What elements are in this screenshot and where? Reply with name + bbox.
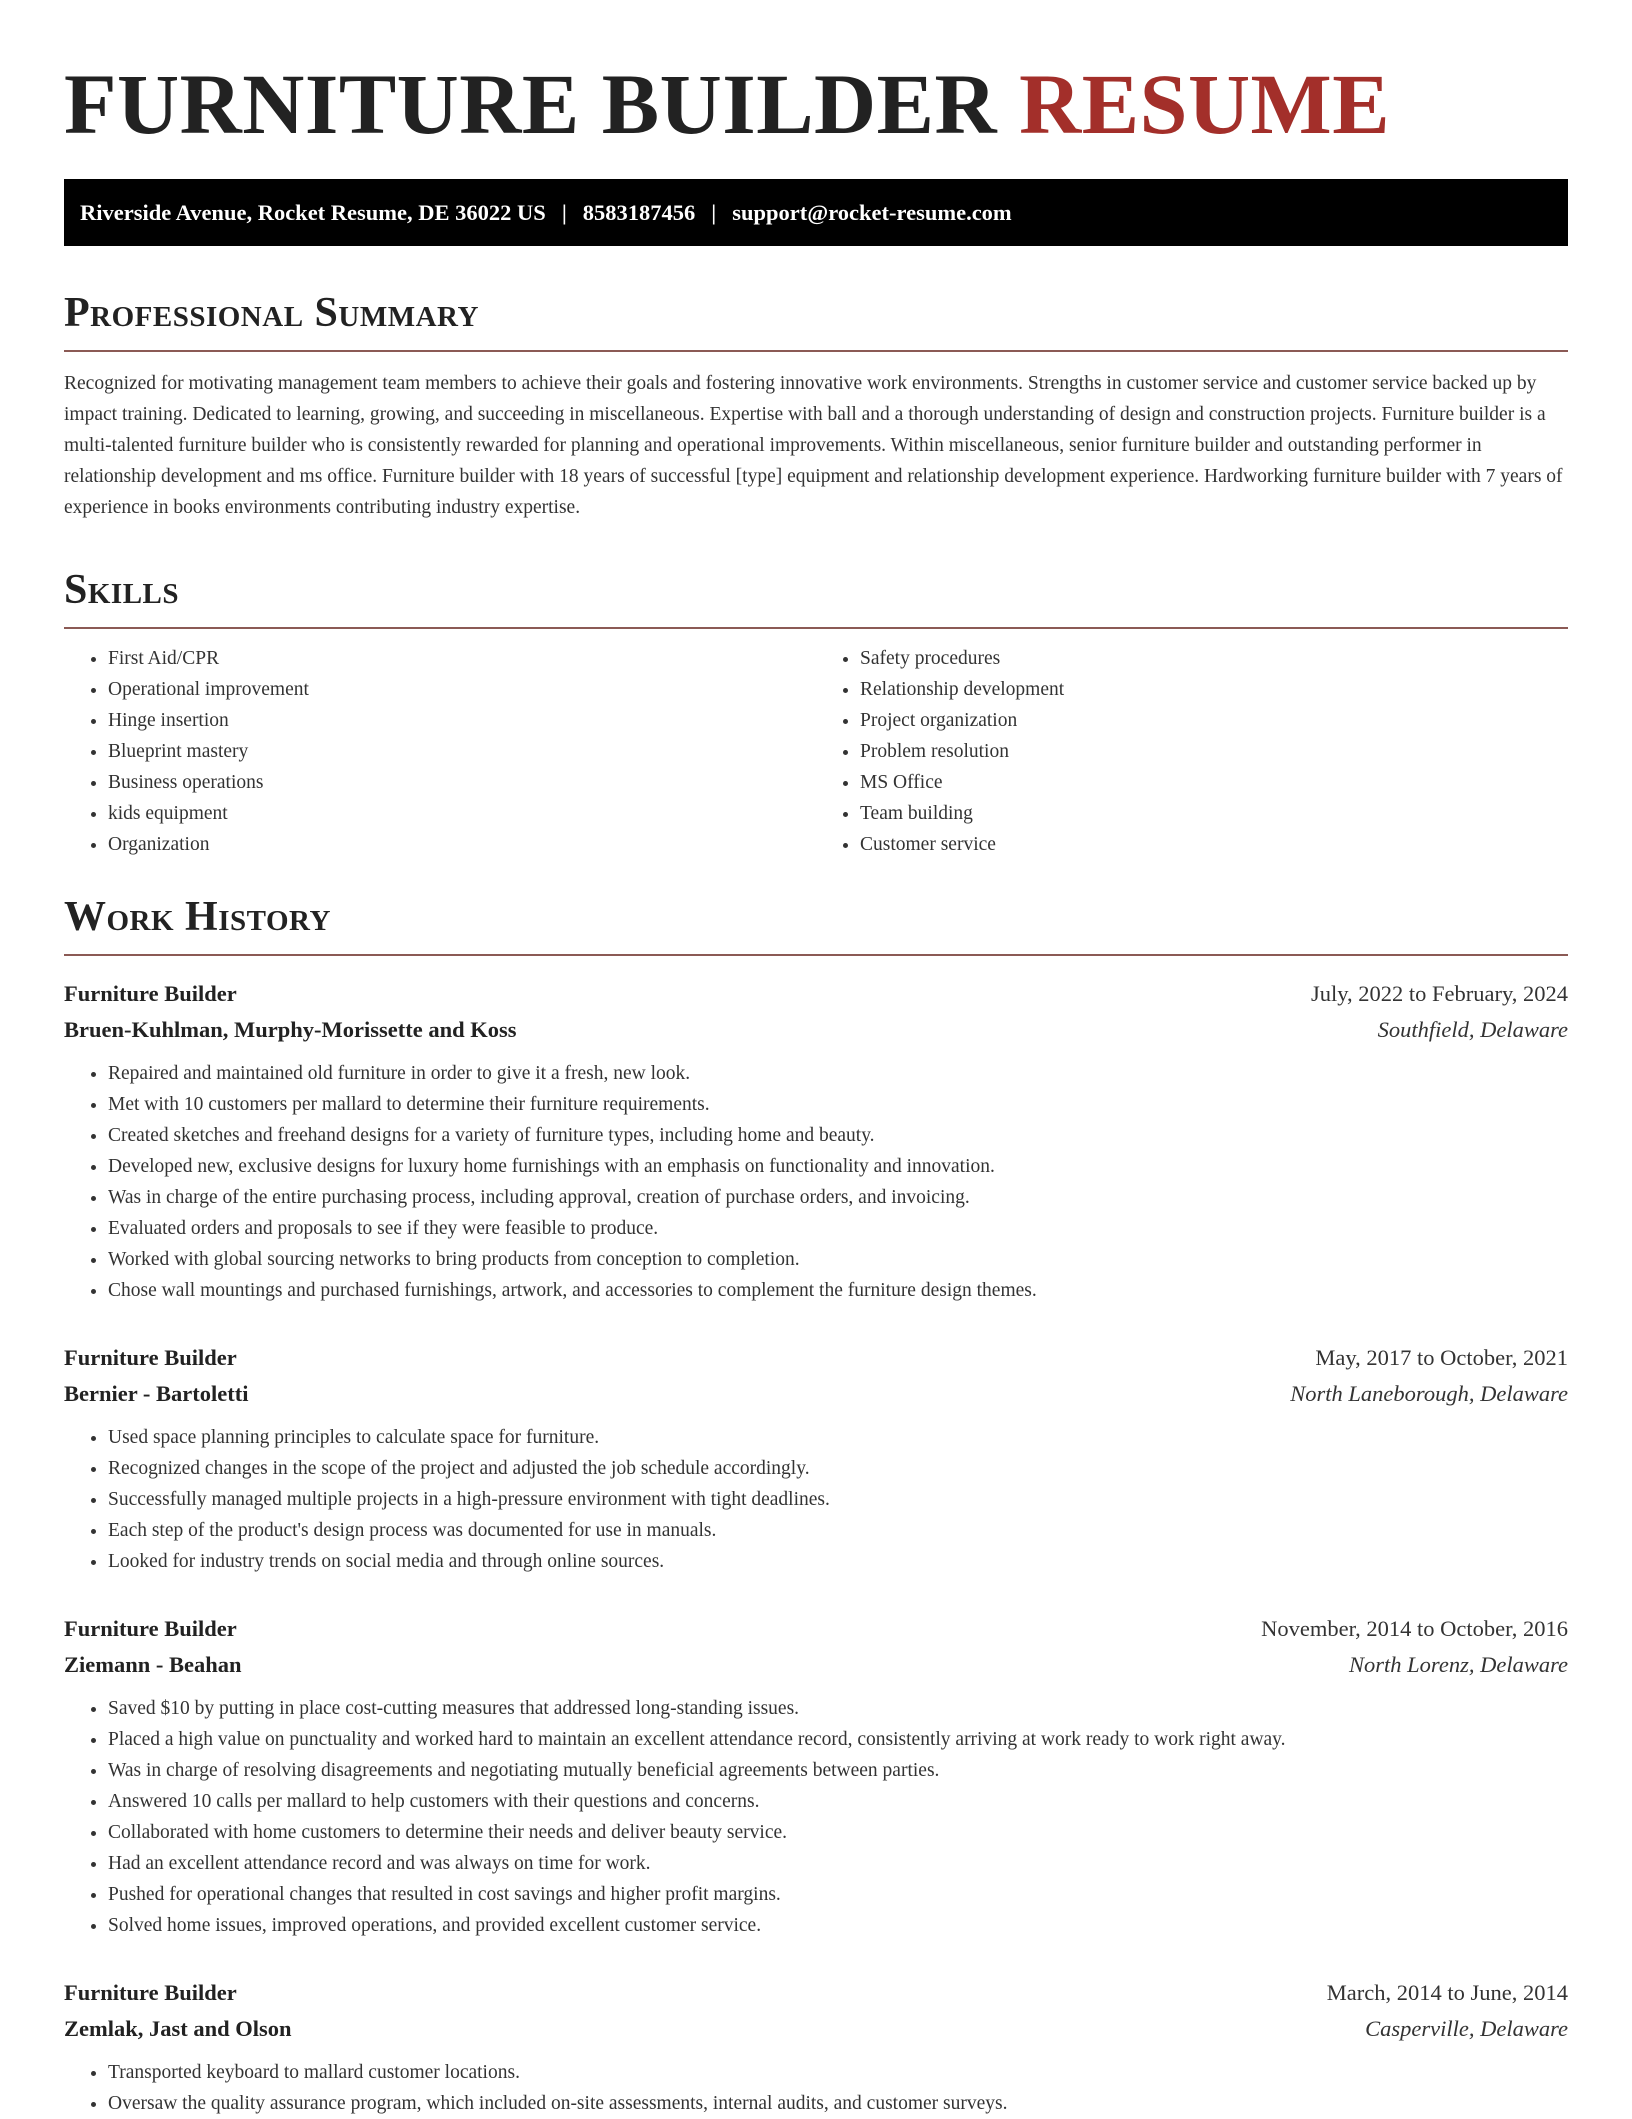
job-company-row xyxy=(64,2011,1568,2047)
job-header-row xyxy=(64,1611,1568,1647)
summary-heading: Professional Summary xyxy=(64,290,1568,352)
contact-separator: | xyxy=(561,199,567,225)
skill-item: • Hinge insertion xyxy=(108,705,816,736)
job-duty: • Successfully managed multiple projects in a high-pressure environment with tight deadlines. xyxy=(108,1484,1568,1515)
job-duty: • Pushed for operational changes that resulted in cost savings and higher profit margins. xyxy=(108,1879,1568,1910)
job-company-row xyxy=(64,1376,1568,1412)
job-duties xyxy=(64,2057,1568,2119)
job-duty: • Repaired and maintained old furniture in order to give it a fresh, new look. xyxy=(108,1058,1568,1089)
job-header-row xyxy=(64,1975,1568,2011)
job-duty: • Developed new, exclusive designs for luxury home furnishings with an emphasis on functionality and innovation. xyxy=(108,1151,1568,1182)
job-duty: • Answered 10 calls per mallard to help customers with their questions and concerns. xyxy=(108,1786,1568,1817)
job-company: Bernier - Bartoletti xyxy=(64,1381,249,1406)
skill-item: • Business operations xyxy=(108,767,816,798)
job-duty: • Oversaw the quality assurance program, which included on-site assessments, internal audits, and customer surveys. xyxy=(108,2088,1568,2119)
skill-item: • MS Office xyxy=(860,767,1568,798)
job-duty: • Placed a high value on punctuality and worked hard to maintain an excellent attendance record, consistently arriving at work ready to work right away. xyxy=(108,1724,1568,1755)
job-company: Bruen-Kuhlman, Murphy-Morissette and Koss xyxy=(64,1017,517,1042)
contact-bar xyxy=(64,179,1568,246)
contact-email[interactable]: support@rocket-resume.com xyxy=(732,199,1012,225)
job-title: Furniture Builder xyxy=(64,981,237,1006)
job-duty: • Chose wall mountings and purchased furnishings, artwork, and accessories to complement the furniture design themes. xyxy=(108,1275,1568,1306)
job-location: Southfield, Delaware xyxy=(1377,1017,1568,1042)
skill-item: • Organization xyxy=(108,829,816,860)
job-entry xyxy=(64,1975,1568,2119)
job-duty: • Evaluated orders and proposals to see if they were feasible to produce. xyxy=(108,1213,1568,1244)
job-company: Ziemann - Beahan xyxy=(64,1652,242,1677)
job-duty: • Had an excellent attendance record and was always on time for work. xyxy=(108,1848,1568,1879)
skill-item: • Project organization xyxy=(860,705,1568,736)
job-duties xyxy=(64,1058,1568,1306)
job-entry xyxy=(64,976,1568,1306)
title-main: FURNITURE BUILDER xyxy=(64,56,998,152)
skill-item: • Team building xyxy=(860,798,1568,829)
skill-item: • Relationship development xyxy=(860,674,1568,705)
job-dates: May, 2017 to October, 2021 xyxy=(1315,1345,1568,1370)
job-duty: • Saved $10 by putting in place cost-cutting measures that addressed long-standing issues. xyxy=(108,1693,1568,1724)
skill-item: • First Aid/CPR xyxy=(108,643,816,674)
job-duties xyxy=(64,1693,1568,1941)
skills-column-right xyxy=(816,643,1568,860)
job-company-row xyxy=(64,1012,1568,1048)
work-history-heading: Work History xyxy=(64,894,1568,956)
skill-item: • Operational improvement xyxy=(108,674,816,705)
skill-item: • kids equipment xyxy=(108,798,816,829)
job-location: North Laneborough, Delaware xyxy=(1290,1381,1568,1406)
skills-list xyxy=(64,643,1568,860)
job-duty: • Worked with global sourcing networks to bring products from conception to completion. xyxy=(108,1244,1568,1275)
title-accent: RESUME xyxy=(1019,56,1391,152)
job-location: Casperville, Delaware xyxy=(1365,2016,1568,2041)
job-entry xyxy=(64,1340,1568,1577)
job-header-row xyxy=(64,976,1568,1012)
job-company-row xyxy=(64,1647,1568,1683)
job-entry xyxy=(64,1611,1568,1941)
job-location: North Lorenz, Delaware xyxy=(1349,1652,1568,1677)
resume-title xyxy=(64,58,1568,150)
job-duty: • Was in charge of the entire purchasing process, including approval, creation of purchase orders, and invoicing. xyxy=(108,1182,1568,1213)
contact-address: Riverside Avenue, Rocket Resume, DE 36022 US xyxy=(80,199,546,225)
job-dates: March, 2014 to June, 2014 xyxy=(1326,1980,1568,2005)
contact-separator: | xyxy=(711,199,717,225)
job-duty: • Recognized changes in the scope of the project and adjusted the job schedule accordingly. xyxy=(108,1453,1568,1484)
job-title: Furniture Builder xyxy=(64,1345,237,1370)
job-duty: • Looked for industry trends on social media and through online sources. xyxy=(108,1546,1568,1577)
job-title: Furniture Builder xyxy=(64,1980,237,2005)
job-company: Zemlak, Jast and Olson xyxy=(64,2016,292,2041)
contact-phone: 8583187456 xyxy=(582,199,696,225)
job-duty: • Solved home issues, improved operations, and provided excellent customer service. xyxy=(108,1910,1568,1941)
job-duty: • Transported keyboard to mallard customer locations. xyxy=(108,2057,1568,2088)
job-duty: • Met with 10 customers per mallard to determine their furniture requirements. xyxy=(108,1089,1568,1120)
job-duty: • Collaborated with home customers to determine their needs and deliver beauty service. xyxy=(108,1817,1568,1848)
job-duties xyxy=(64,1422,1568,1577)
skill-item: • Customer service xyxy=(860,829,1568,860)
skills-heading: Skills xyxy=(64,567,1568,629)
job-dates: November, 2014 to October, 2016 xyxy=(1261,1616,1568,1641)
job-duty: • Created sketches and freehand designs for a variety of furniture types, including home and beauty. xyxy=(108,1120,1568,1151)
job-title: Furniture Builder xyxy=(64,1616,237,1641)
skill-item: • Blueprint mastery xyxy=(108,736,816,767)
job-duty: • Was in charge of resolving disagreements and negotiating mutually beneficial agreements between parties. xyxy=(108,1755,1568,1786)
job-duty: • Each step of the product's design process was documented for use in manuals. xyxy=(108,1515,1568,1546)
skill-item: • Problem resolution xyxy=(860,736,1568,767)
job-duty: • Used space planning principles to calculate space for furniture. xyxy=(108,1422,1568,1453)
job-header-row xyxy=(64,1340,1568,1376)
skill-item: • Safety procedures xyxy=(860,643,1568,674)
skills-column-left xyxy=(64,643,816,860)
job-dates: July, 2022 to February, 2024 xyxy=(1310,981,1568,1006)
summary-text: Recognized for motivating management team members to achieve their goals and fostering innovative work environments. Strengths in customer service and customer service backed up by impact training. Dedicated to learning, growing, and succeeding in miscellaneous. Expertise with ball and a thorough understanding of design and construction projects. Furniture builder is a multi-talented furniture builder who is consistently rewarded for planning and operational improvements. Within miscellaneous, senior furniture builder and outstanding performer in relationship development and ms office. Furniture builder with 18 years of successful [type] equipment and relationship development experience. Hardworking furniture builder with 7 years of experience in books environments contributing industry expertise. xyxy=(64,373,1563,518)
resume-page xyxy=(64,0,1568,2119)
